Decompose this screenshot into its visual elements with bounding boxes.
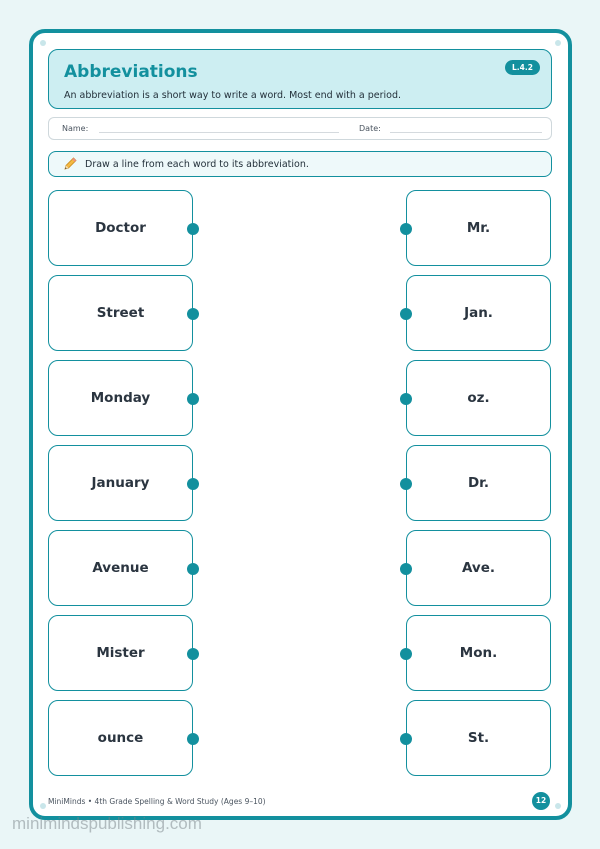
instruction-text: Draw a line from each word to its abbreviation. [85, 159, 309, 170]
word-card [48, 700, 193, 776]
word-label: January [91, 475, 150, 491]
instruction-box [48, 151, 552, 177]
abbreviation-label: Mr. [466, 220, 491, 236]
connector-dot[interactable] [400, 223, 412, 235]
connector-dot[interactable] [400, 308, 412, 320]
abbreviation-label: oz. [467, 390, 490, 406]
abbreviation-card [406, 445, 551, 521]
connector-dot[interactable] [400, 733, 412, 745]
connector-dot[interactable] [187, 308, 199, 320]
word-label: Street [96, 305, 145, 321]
pencil-icon [62, 156, 78, 172]
abbreviation-card [406, 700, 551, 776]
abbreviation-card [406, 190, 551, 266]
word-card [48, 615, 193, 691]
abbreviation-label: Jan. [464, 305, 493, 321]
standard-badge: L.4.2 [505, 60, 540, 75]
connector-dot[interactable] [187, 733, 199, 745]
date-label: Date: [359, 124, 381, 133]
page-subtitle: An abbreviation is a short way to write a word. Most end with a period. [64, 90, 401, 101]
watermark: minimindspublishing.com [12, 814, 202, 833]
word-label: Mister [96, 645, 145, 661]
abbreviation-card [406, 530, 551, 606]
name-label: Name: [62, 124, 89, 133]
page-number: 12 [532, 792, 550, 810]
corner-dot [555, 803, 561, 809]
connector-dot[interactable] [187, 648, 199, 660]
connector-dot[interactable] [400, 648, 412, 660]
abbreviation-label: St. [467, 730, 490, 746]
name-date-row [48, 117, 552, 140]
header-box [48, 49, 552, 109]
connector-dot[interactable] [400, 393, 412, 405]
word-label: Doctor [95, 220, 146, 236]
abbreviation-card [406, 360, 551, 436]
page-title: Abbreviations [64, 62, 198, 82]
connector-dot[interactable] [400, 478, 412, 490]
word-label: ounce [97, 730, 144, 746]
abbreviation-label: Ave. [461, 560, 496, 576]
word-card [48, 445, 193, 521]
connector-dot[interactable] [187, 393, 199, 405]
word-card [48, 275, 193, 351]
word-label: Avenue [92, 560, 149, 576]
name-field[interactable] [99, 132, 339, 133]
corner-dot [40, 803, 46, 809]
abbreviation-label: Dr. [467, 475, 490, 491]
abbreviation-label: Mon. [459, 645, 498, 661]
word-card [48, 360, 193, 436]
abbreviation-card [406, 275, 551, 351]
date-field[interactable] [390, 132, 542, 133]
connector-dot[interactable] [187, 223, 199, 235]
word-card [48, 190, 193, 266]
connector-dot[interactable] [400, 563, 412, 575]
word-label: Monday [90, 390, 151, 406]
abbreviation-card [406, 615, 551, 691]
corner-dot [40, 40, 46, 46]
connector-dot[interactable] [187, 478, 199, 490]
word-card [48, 530, 193, 606]
corner-dot [555, 40, 561, 46]
connector-dot[interactable] [187, 563, 199, 575]
footer-text: MiniMinds • 4th Grade Spelling & Word Study (Ages 9–10) [48, 797, 266, 806]
